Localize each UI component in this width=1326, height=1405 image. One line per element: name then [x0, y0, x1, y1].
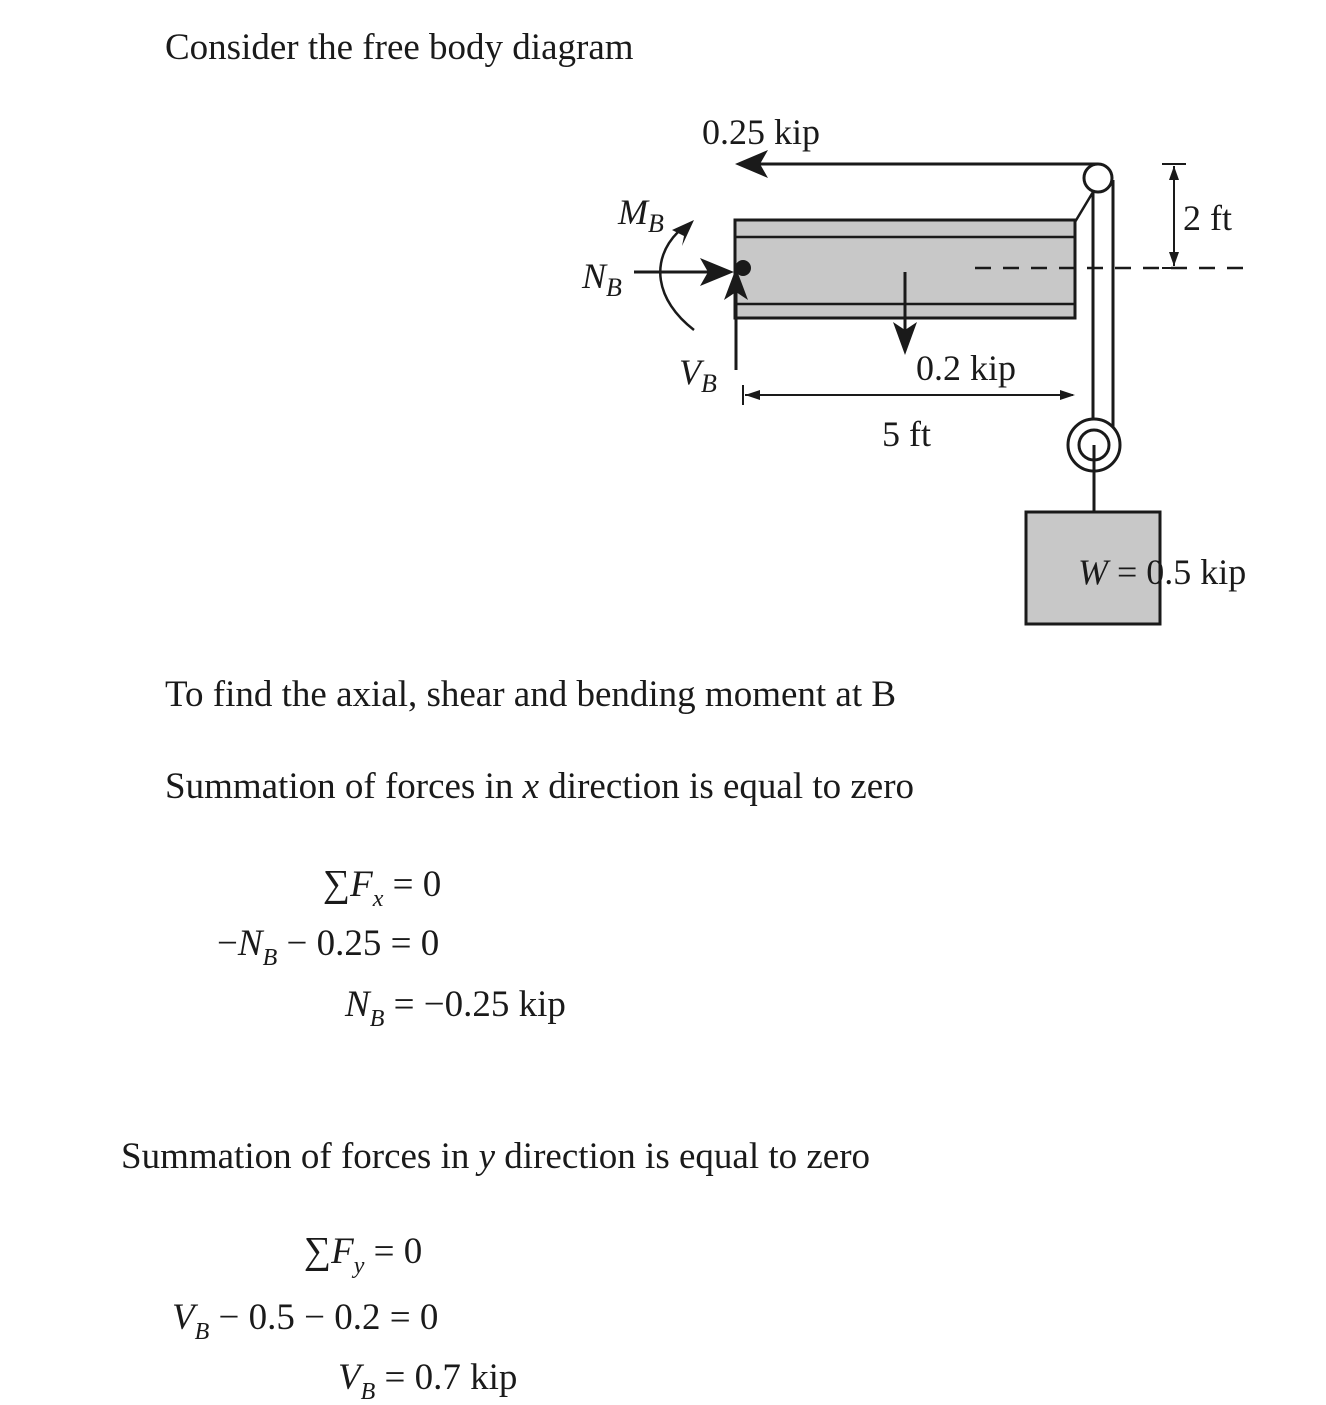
y-direction-text: Summation of forces in y direction is equal to zero: [121, 1136, 871, 1177]
shear-force-label: $V_B$: [679, 352, 717, 398]
x-equation-2: $-N_B - 0.25 = 0$: [217, 923, 440, 971]
top-force-arrow: [735, 150, 1098, 178]
goal-text: To find the axial, shear and bending moment at B: [165, 674, 897, 715]
bottom-pulley: [1068, 419, 1120, 512]
axial-force-arrow: [634, 258, 734, 286]
length-label: 5 ft: [882, 414, 931, 454]
top-force-label: 0.25 kip: [702, 112, 821, 152]
y-equation-2: $V_B - 0.5 - 0.2 = 0$: [172, 1297, 439, 1345]
y-equation-1: $\sum F_y = 0$: [304, 1230, 423, 1279]
intro-text: Consider the free body diagram: [165, 27, 634, 68]
moment-label: $M_B$: [618, 192, 664, 238]
y-equation-3: $V_B = 0.7$ kip: [338, 1357, 518, 1405]
axial-force-label: $N_B$: [582, 256, 622, 302]
beam-load-label: 0.2 kip: [916, 348, 1017, 388]
free-body-diagram: [560, 96, 1280, 636]
moment-arrow: [660, 220, 694, 330]
height-label: 2 ft: [1183, 198, 1232, 238]
vertical-post: [1075, 175, 1113, 430]
x-direction-text: Summation of forces in x direction is equal to zero: [165, 766, 915, 807]
x-equation-1: $\sum F_x = 0$: [323, 863, 442, 912]
top-pulley: [1084, 164, 1112, 192]
length-dimension: [743, 385, 1075, 405]
weight-label: W = 0.5 kip: [1078, 552, 1247, 592]
x-equation-3: $N_B = -0.25$ kip: [345, 984, 566, 1032]
